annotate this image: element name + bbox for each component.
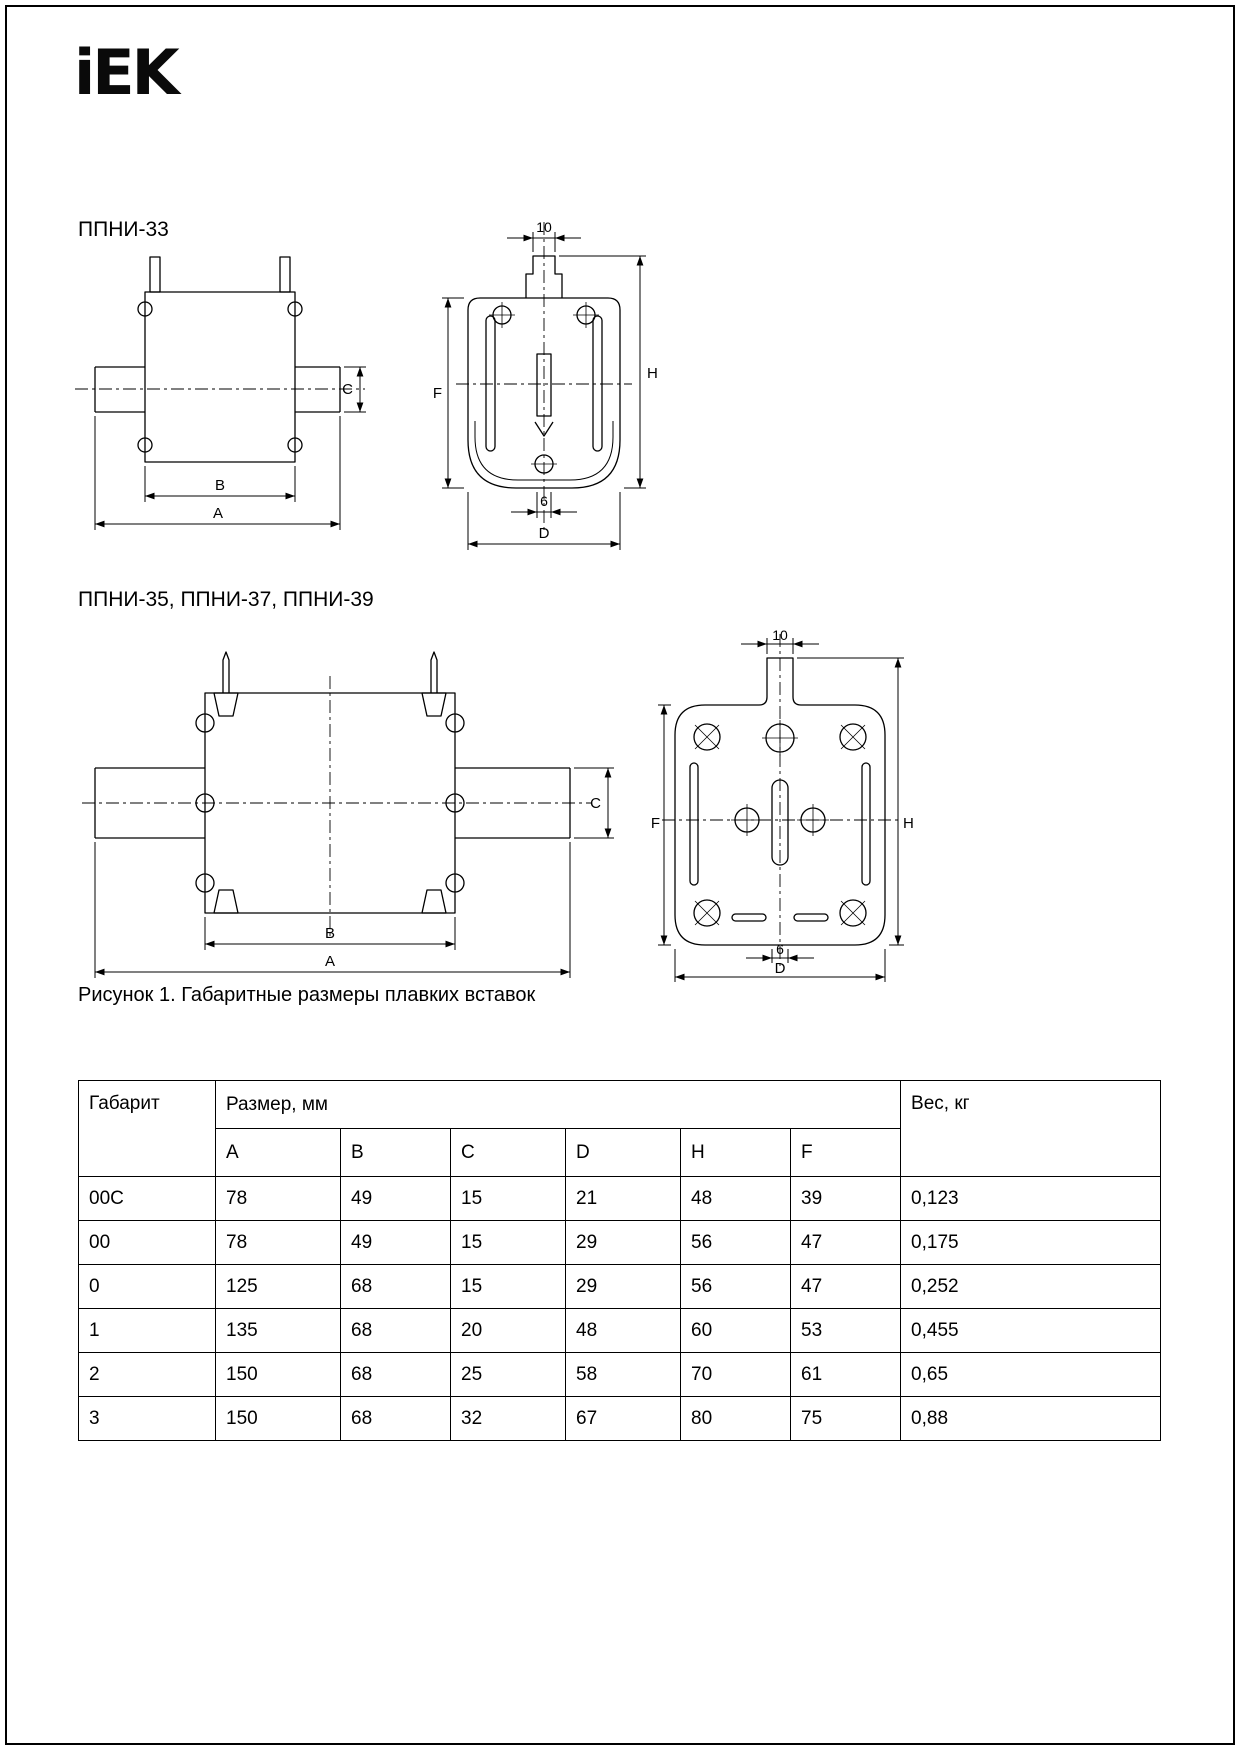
cell: 68: [341, 1353, 451, 1397]
dim-label-6: 6: [776, 941, 784, 957]
table-subheader-a: A: [216, 1129, 341, 1177]
cell: 15: [451, 1177, 566, 1221]
table-row: [79, 1397, 1161, 1441]
dim-label-a: A: [324, 953, 336, 970]
cell: 47: [791, 1221, 901, 1265]
cell: 78: [216, 1221, 341, 1265]
cell: 150: [216, 1397, 341, 1441]
cell: 68: [341, 1309, 451, 1353]
fuse-body-outline: [95, 257, 340, 462]
cell: 53: [791, 1309, 901, 1353]
cell-weight: 0,175: [901, 1221, 1161, 1265]
table-header-weight: Вес, кг: [901, 1081, 1161, 1177]
cell: 68: [341, 1265, 451, 1309]
dim-label-h: H: [903, 815, 914, 832]
dim-label-6: 6: [540, 493, 548, 509]
dim-label-10: 10: [772, 627, 788, 643]
dim-label-f: F: [432, 385, 442, 402]
cell: 68: [341, 1397, 451, 1441]
centerlines: [82, 676, 592, 936]
fuse-body-outline: [95, 652, 570, 913]
cell-gabarit: 1: [79, 1309, 216, 1353]
cell: 125: [216, 1265, 341, 1309]
dim-label-d: D: [538, 525, 550, 542]
dim-label-d: D: [774, 960, 786, 977]
section-title-ppni-35-37-39: ППНИ-35, ППНИ-37, ППНИ-39: [78, 588, 374, 611]
cell: 47: [791, 1265, 901, 1309]
cell: 135: [216, 1309, 341, 1353]
table-header-gabarit: Габарит: [79, 1081, 216, 1177]
cell: 67: [566, 1397, 681, 1441]
table-row: [79, 1265, 1161, 1309]
ppni-33-front-view-drawing: [428, 216, 660, 561]
cell: 39: [791, 1177, 901, 1221]
cell: 25: [451, 1353, 566, 1397]
dimension-lines: [95, 367, 366, 530]
cell: 48: [566, 1309, 681, 1353]
table-subheader-d: D: [566, 1129, 681, 1177]
table-header-size: Размер, мм: [216, 1081, 901, 1129]
cell: 56: [681, 1221, 791, 1265]
dim-label-a: A: [212, 505, 224, 522]
cell: 29: [566, 1221, 681, 1265]
cell-gabarit: 2: [79, 1353, 216, 1397]
cell: 48: [681, 1177, 791, 1221]
cell-gabarit: 00C: [79, 1177, 216, 1221]
dim-label-b: B: [324, 925, 336, 942]
dim-label-h: H: [647, 365, 658, 382]
dim-label-c: C: [590, 795, 601, 812]
dim-label-f: F: [650, 815, 660, 832]
dimension-lines: [95, 768, 614, 978]
cell-weight: 0,65: [901, 1353, 1161, 1397]
cell: 32: [451, 1397, 566, 1441]
cell: 60: [681, 1309, 791, 1353]
cell: 70: [681, 1353, 791, 1397]
dimensions-table: [78, 1080, 1161, 1441]
cell-weight: 0,455: [901, 1309, 1161, 1353]
ppni-35-front-view-drawing: [650, 627, 915, 985]
cell: 150: [216, 1353, 341, 1397]
cell: 20: [451, 1309, 566, 1353]
cell: 21: [566, 1177, 681, 1221]
cell: 56: [681, 1265, 791, 1309]
cell-gabarit: 0: [79, 1265, 216, 1309]
cell-weight: 0,252: [901, 1265, 1161, 1309]
cell: 49: [341, 1221, 451, 1265]
cell: 78: [216, 1177, 341, 1221]
dim-label-b: B: [214, 477, 226, 494]
cell-gabarit: 00: [79, 1221, 216, 1265]
dim-label-10: 10: [536, 219, 552, 235]
section-title-ppni-33: ППНИ-33: [78, 218, 169, 241]
centerlines: [456, 222, 632, 534]
cell: 15: [451, 1221, 566, 1265]
cell-gabarit: 3: [79, 1397, 216, 1441]
ppni-35-side-view-drawing: [80, 648, 620, 980]
figure-caption: Рисунок 1. Габаритные размеры плавких вставок: [78, 984, 536, 1006]
cell: 75: [791, 1397, 901, 1441]
table-row: [79, 1177, 1161, 1221]
cell: 15: [451, 1265, 566, 1309]
ppni-33-side-view-drawing: [70, 252, 370, 534]
cell: 80: [681, 1397, 791, 1441]
table-subheader-h: H: [681, 1129, 791, 1177]
cell: 61: [791, 1353, 901, 1397]
cell-weight: 0,123: [901, 1177, 1161, 1221]
dimension-lines: [433, 219, 658, 550]
table-row: [79, 1353, 1161, 1397]
dim-label-c: C: [342, 381, 353, 398]
table-subheader-f: F: [791, 1129, 901, 1177]
cell: 58: [566, 1353, 681, 1397]
table-subheader-b: B: [341, 1129, 451, 1177]
table-row: [79, 1309, 1161, 1353]
cell-weight: 0,88: [901, 1397, 1161, 1441]
cell: 29: [566, 1265, 681, 1309]
iek-logo: iEK: [74, 36, 177, 109]
table-subheader-c: C: [451, 1129, 566, 1177]
cell: 49: [341, 1177, 451, 1221]
table-row: [79, 1221, 1161, 1265]
